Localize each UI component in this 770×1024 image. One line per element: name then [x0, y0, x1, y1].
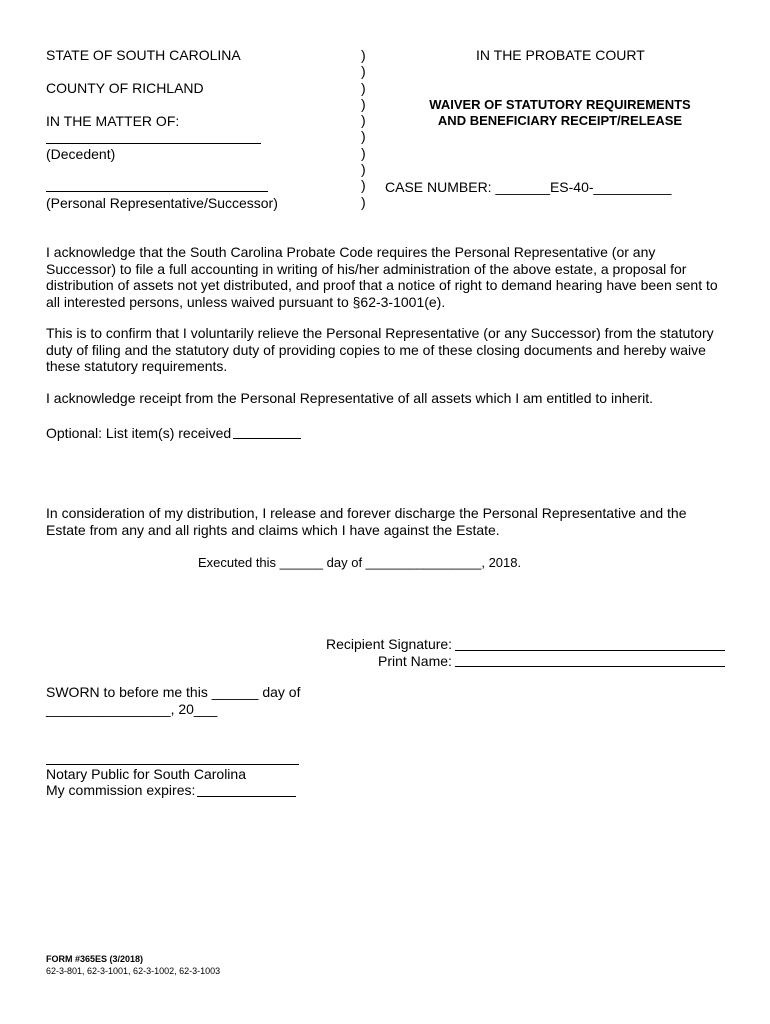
optional-items-field[interactable]	[233, 438, 301, 439]
waiver-confirmation-paragraph: This is to confirm that I voluntarily relieve the Personal Representative (or any Successor) from the statutory duty of filing and the statutory duty of providing copies to me of these closing documents and hereby waive these statutory requirements.	[46, 325, 714, 374]
execution-date-line[interactable]: Executed this ______ day of ________________, 2018.	[198, 555, 522, 570]
caption-paren-column: ) ) ) ) ) ) ) ) ) )	[361, 47, 366, 210]
form-number: FORM #365ES (3/2018)	[46, 954, 144, 964]
court-caption: IN THE PROBATE COURT	[476, 47, 645, 63]
commission-expires-field[interactable]	[197, 796, 296, 797]
optional-items-label: Optional: List item(s) received	[46, 425, 232, 441]
notary-signature-line[interactable]	[46, 764, 299, 765]
form-title-line2: AND BENEFICIARY RECEIPT/RELEASE	[437, 113, 683, 128]
sworn-statement-line1[interactable]: SWORN to before me this ______ day of	[46, 684, 301, 700]
notary-public-label: Notary Public for South Carolina	[46, 766, 246, 782]
personal-representative-label: (Personal Representative/Successor)	[46, 195, 278, 211]
recipient-signature-line[interactable]	[455, 650, 725, 651]
print-name-line[interactable]	[455, 666, 725, 667]
release-paragraph: In consideration of my distribution, I release and forever discharge the Personal Representative and the Estate from any and all rights and claims which I have against the Estate.	[46, 505, 687, 538]
recipient-signature-label: Recipient Signature:	[326, 636, 453, 652]
matter-caption: IN THE MATTER OF:	[46, 113, 180, 129]
decedent-label: (Decedent)	[46, 146, 116, 162]
statute-references: 62-3-801, 62-3-1001, 62-3-1002, 62-3-1003	[46, 966, 221, 976]
sworn-statement-line2[interactable]: ________________, 20___	[46, 701, 218, 717]
accounting-requirement-paragraph: I acknowledge that the South Carolina Probate Code requires the Personal Representative (or any Successor) to file a full accounting in writing of his/her administration of the above estate, a proposal for distribution of assets not yet distributed, and proof that a notice of right to demand hearing have been sent to all interested persons, unless waived pursuant to §62-3-1001(e).	[46, 244, 718, 310]
decedent-name-line[interactable]	[46, 143, 261, 144]
state-caption: STATE OF SOUTH CAROLINA	[46, 47, 241, 63]
form-title-line1: WAIVER OF STATUTORY REQUIREMENTS	[429, 97, 691, 112]
county-caption: COUNTY OF RICHLAND	[46, 80, 204, 96]
commission-expires-label: My commission expires:	[46, 782, 196, 798]
receipt-acknowledgment-paragraph: I acknowledge receipt from the Personal Representative of all assets which I am entitled to inherit.	[46, 390, 653, 406]
personal-representative-name-line[interactable]	[46, 191, 268, 192]
print-name-label: Print Name:	[378, 653, 452, 669]
case-number-field[interactable]: CASE NUMBER: _______ES-40-__________	[385, 179, 672, 195]
